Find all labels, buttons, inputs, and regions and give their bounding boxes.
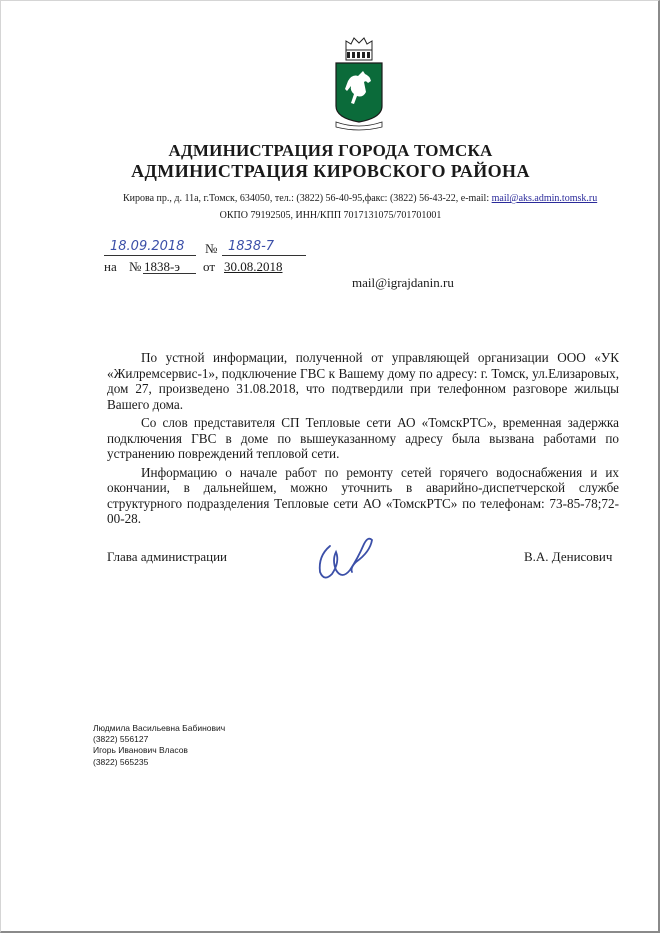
from-label: от (203, 259, 216, 274)
coat-of-arms-icon (330, 36, 388, 132)
outgoing-number-line (222, 255, 306, 256)
executor-line: (3822) 565235 (93, 756, 149, 767)
org-title-district: АДМИНИСТРАЦИЯ КИРОВСКОГО РАЙОНА (131, 161, 530, 181)
handwritten-signature-icon (310, 530, 380, 590)
signatory-name: В.А. Денисович (524, 549, 613, 564)
org-title-city: АДМИНИСТРАЦИЯ ГОРОДА ТОМСКА (168, 141, 493, 160)
contacts-line (123, 193, 597, 204)
letter-body (107, 350, 619, 530)
in-number: 1838-э (144, 259, 180, 274)
outgoing-number: 1838-7 (228, 239, 275, 254)
body-paragraph: Информацию о начале работ по ремонту сетей горячего водоснабжения и их окончании, в дальнейшем, можно уточнить в аварийно-диспетчерской службе структурного подразделения Тепловые сети АО «ТомскРТС» по телефонам: 73-85-78;72-00-28. (107, 464, 619, 526)
executor-line: (3822) 556127 (93, 734, 149, 745)
outgoing-date-line (104, 255, 196, 256)
in-date: 30.08.2018 (224, 259, 283, 274)
executor-line: Людмила Васильевна Бабинович (93, 723, 226, 733)
outgoing-date: 18.09.2018 (110, 239, 185, 254)
in-number-sign: № (129, 259, 142, 274)
in-number-line (143, 273, 196, 274)
crown-icon (346, 38, 372, 60)
number-sign: № (205, 241, 218, 256)
executors-block (93, 723, 225, 768)
ribbon-icon (336, 122, 382, 130)
contacts-text: Кирова пр., д. 11а, г.Томск, 634050, тел.: (3822) 56-40-95,факс: (3822) 56-43-22, e-mail: (123, 193, 492, 204)
executor-line: Игорь Иванович Власов (93, 745, 188, 756)
registry-codes: ОКПО 79192505, ИНН/КПП 7017131075/701701001 (219, 210, 442, 221)
contacts-email-link[interactable]: mail@aks.admin.tomsk.ru (491, 193, 598, 204)
body-paragraph: Со слов представителя СП Тепловые сети АО «ТомскРТС», временная задержка подключения ГВС в доме по вышеуказанному адресу была вызвана работами по устранению повреждений тепловой сети. (107, 415, 619, 461)
body-paragraph: По устной информации, полученной от управляющей организации ООО «УК «Жилремсервис-1», подключение ГВС к Вашему дому по адресу: г. Томск, ул.Елизаровых, дом 27, произведено 31.08.2018, что подтвердили при телефонном разговоре жильцы Вашего дома. (107, 350, 619, 412)
signatory-title: Глава администрации (107, 549, 228, 564)
recipient-email: mail@igrajdanin.ru (352, 275, 454, 290)
on-label: на (104, 259, 117, 274)
